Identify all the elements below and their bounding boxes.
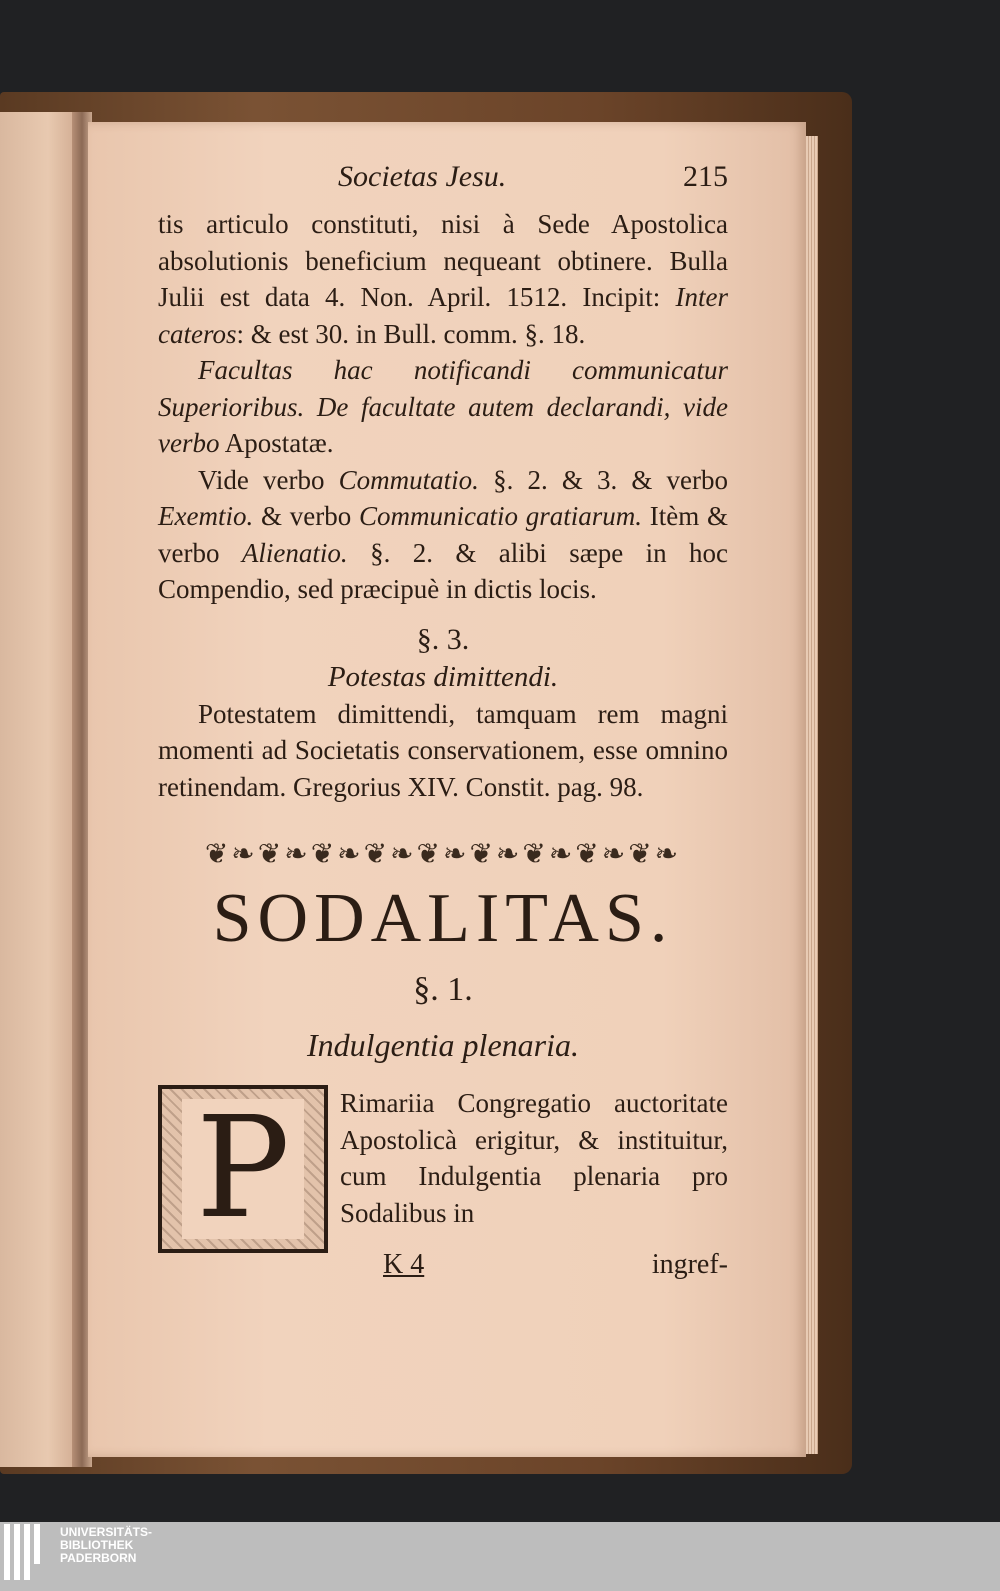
section-title-potestas: Potestas dimittendi. <box>327 660 559 693</box>
library-line: PADERBORN <box>60 1551 137 1565</box>
library-line: BIBLIOTHEK <box>60 1538 134 1552</box>
text-run: tis articulo constituti, nisi à Sede Apostolica absolutionis beneficium nequeant obtinere. Bulla Julii est data 4. Non. April. 1512. Incipit: <box>158 209 728 312</box>
library-bar <box>0 1522 1000 1591</box>
paragraph-vide <box>158 462 728 608</box>
paragraph-facultas <box>158 352 728 462</box>
italic-run: Communicatio gratiarum. <box>358 501 643 531</box>
section-mark-3: §. 3. <box>416 622 470 656</box>
library-logo-icon <box>4 1524 46 1580</box>
header-title: Societas Jesu. <box>338 160 507 193</box>
book-page <box>88 122 806 1457</box>
paragraph-potestatem: Potestatem dimittendi, tamquam rem magni momenti ad Societatis conservationem, esse omnino retinendam. Gregorius XIV. Constit. pag. 98. <box>158 698 728 802</box>
section-mark-1: §. 1. <box>413 971 473 1008</box>
initial-letter: P <box>182 1099 304 1239</box>
library-name <box>60 1526 152 1565</box>
text-run: §. 2. & 3. & verbo <box>493 464 729 495</box>
page-text-block <box>158 160 728 1281</box>
page-number: 215 <box>683 160 728 193</box>
paragraph-primaria: Rimariia Congregatio auctoritate Apostolicà erigitur, & instituitur, cum Indulgentia plenaria pro Sodalibus in <box>340 1088 728 1228</box>
paragraph-bulla <box>158 206 728 352</box>
running-header <box>158 160 728 206</box>
library-line: UNIVERSITÄTS- <box>60 1525 153 1539</box>
italic-run: Exemtio. <box>158 501 254 531</box>
italic-run: Facultas hac notificandi communicatur Superioribus. De facultate autem declarandi, vide verbo <box>158 355 728 458</box>
text-run: Itèm & verbo <box>158 501 729 568</box>
text-run: §. 2. & alibi sæpe in hoc Compendio, sed præcipuè in dictis locis. <box>158 537 729 604</box>
text-run: & verbo <box>260 501 352 531</box>
text-run: Vide verbo <box>198 464 325 495</box>
italic-run: Alienatio. <box>241 537 348 568</box>
section-title-indulgentia: Indulgentia plenaria. <box>307 1027 579 1063</box>
catchword: ingref- <box>651 1249 728 1280</box>
text-run: Apostatæ. <box>224 428 334 458</box>
text-run: : & est 30. in Bull. comm. §. 18. <box>236 318 586 349</box>
chapter-title: SODALITAS. <box>212 880 674 957</box>
ornamental-initial <box>158 1085 328 1253</box>
page-footer <box>158 1249 728 1281</box>
italic-run: Commutatio. <box>338 464 479 495</box>
signature-mark: K 4 <box>383 1249 425 1280</box>
left-page <box>0 112 80 1467</box>
ornament-divider: ❦❧❦❧❦❧❦❧❦❧❦❧❦❧❦❧❦❧ <box>204 839 682 870</box>
dropcap-paragraph <box>158 1085 728 1253</box>
italic-run: Inter cateros <box>158 282 728 349</box>
